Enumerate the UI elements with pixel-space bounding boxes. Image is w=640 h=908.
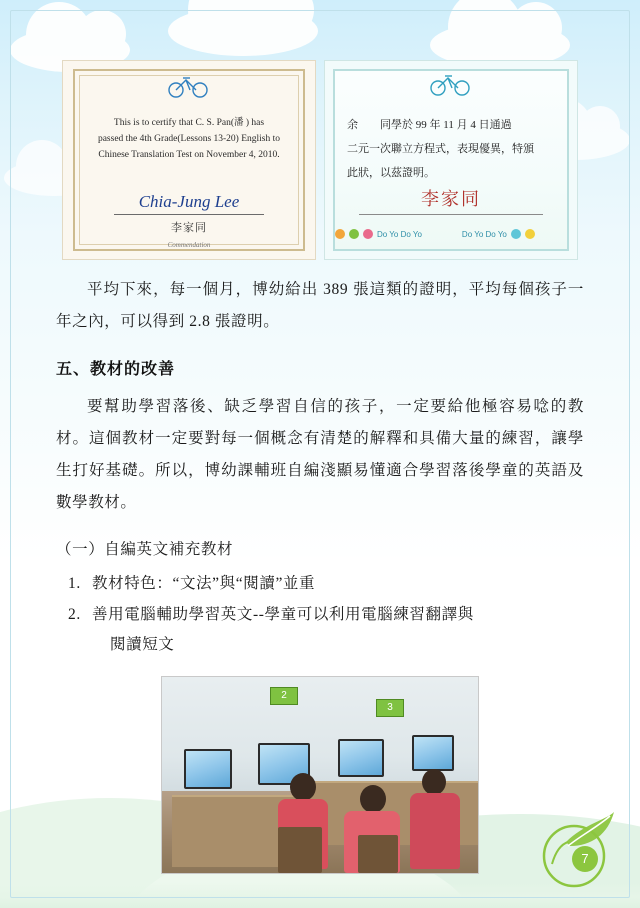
strip-dot-icon (335, 229, 345, 239)
list-item-number: 1. (68, 575, 81, 592)
certificate-signature: Chia-Jung Lee (114, 192, 264, 215)
certificate-footer: Commendation (167, 241, 211, 249)
section-heading: 五、教材的改善 (56, 361, 176, 378)
subsection-heading: （一）自編英文補充教材 (56, 541, 234, 558)
certificate-text (347, 113, 555, 185)
photo-student (408, 769, 464, 869)
strip-dot-icon (525, 229, 535, 239)
body-paragraph: 要幫助學習落後、缺乏學習自信的孩子，一定要給他極容易唸的教材。這個教材一定要對每一個概念有清楚的解釋和具備大量的練習，讓學生打好基礎。所以，博幼課輔班自編淺顯易懂適合學習落後學童的英語及數學教材。 (56, 398, 584, 511)
certificate-line: Chinese Translation Test on November 4, 2010. (98, 150, 280, 160)
list-item-text: 教材特色：“文法”與“閱讀”並重 (92, 575, 316, 592)
certificate-line: passed the 4th Grade(Lessons 13-20) English to (97, 134, 281, 144)
computer-classroom-photo (161, 676, 479, 874)
photo-monitor (184, 749, 232, 789)
strip-dot-icon (363, 229, 373, 239)
list-item-continuation: 閱讀短文 (110, 636, 175, 653)
page-content (56, 60, 584, 874)
station-label: 2 (270, 687, 298, 705)
station-label: 3 (376, 699, 404, 717)
certificate-text (87, 115, 291, 163)
numbered-list (56, 569, 584, 660)
list-item-number: 2. (68, 606, 81, 623)
list-item (68, 600, 584, 660)
bike-logo-icon (162, 73, 216, 104)
strip-dot-icon (511, 229, 521, 239)
photo-monitor (412, 735, 454, 771)
list-item (68, 569, 584, 599)
page-number: 7 (572, 846, 598, 872)
bike-logo-icon (424, 71, 478, 102)
photo-chair (278, 827, 322, 873)
english-certificate (62, 60, 316, 260)
leaf-logo-icon (522, 794, 618, 890)
certificate-stamp: 李家同 (421, 189, 481, 209)
certificate-line: 此狀，以茲證明。 (347, 167, 435, 179)
certificate-decorative-strip (335, 221, 567, 247)
photo-chair (358, 835, 398, 873)
certificate-row (56, 60, 584, 260)
certificate-line: This is to certify that C. S. Pan(潘 ) has (113, 118, 265, 128)
cloud-decoration (168, 6, 318, 56)
strip-dot-icon (349, 229, 359, 239)
photo-monitor (338, 739, 384, 777)
chinese-certificate (324, 60, 578, 260)
certificate-signer-name: 李家同 (171, 222, 207, 234)
certificate-line: 二元一次聯立方程式，表現優異，特頒 (347, 143, 534, 155)
list-item-text: 善用電腦輔助學習英文--學童可以利用電腦練習翻譯與 (92, 606, 474, 623)
certificate-rule (359, 214, 543, 215)
certificate-line: 余 同學於 99 年 11 月 4 日通過 (347, 119, 512, 131)
statistics-paragraph: 平均下來，每一個月，博幼給出 389 張這類的證明，平均每個孩子一年之內，可以得到 2.8 張證明。 (56, 281, 584, 330)
strip-text: Do Yo Do Yo Do Yo Do Yo (377, 229, 507, 239)
